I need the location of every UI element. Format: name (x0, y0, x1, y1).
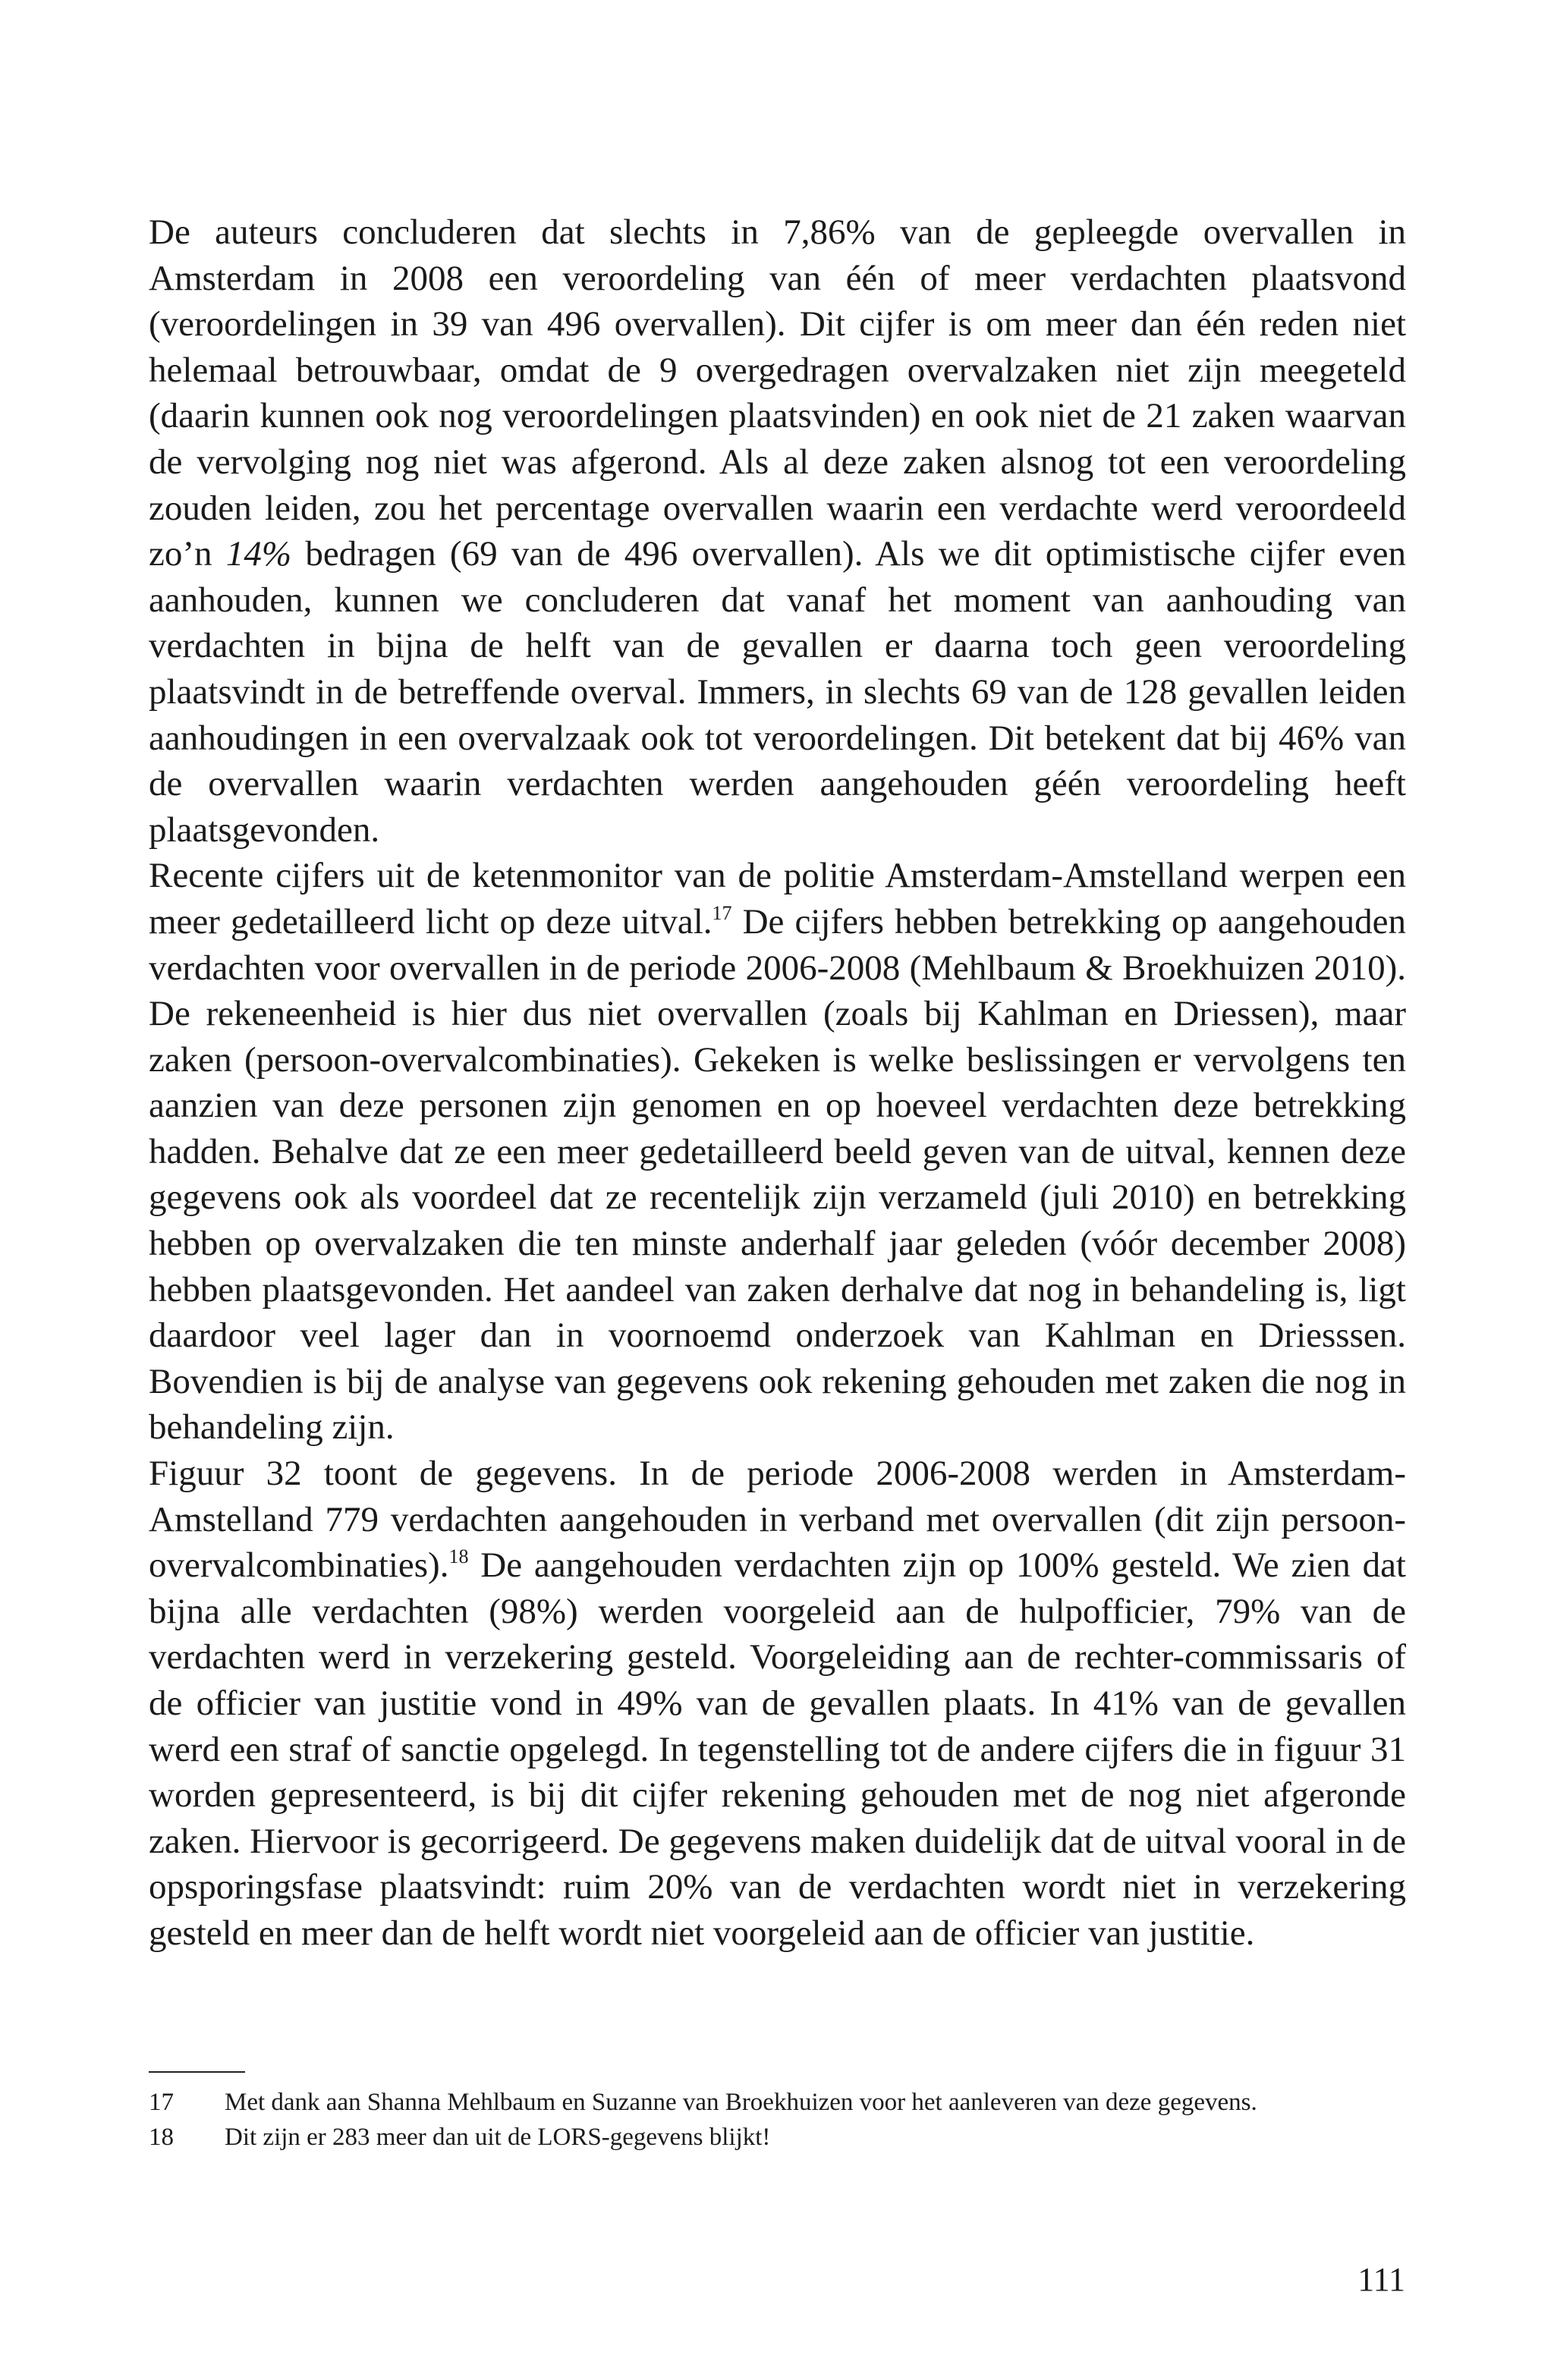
paragraph-1-text-b: bedragen (69 van de 496 overvallen). Als we dit optimistische cijfer even aanhouden, kunnen we concluderen dat vanaf het moment van aanhouding van verdachten in bijna de helft van de gevallen er daarna toch geen veroordeling plaatsvindt in de betreffende overval. Immers, in slechts 69 van de 128 gevallen leiden aanhoudingen in een overvalzaak ook tot veroordelingen. Dit betekent dat bij 46% van de overvallen waarin verdachten werden aangehouden géén veroordeling heeft plaatsgevonden. (149, 534, 1406, 850)
footnote-text: Met dank aan Shanna Mehlbaum en Suzanne van Broekhuizen voor het aanleveren van deze gegevens. (225, 2089, 1257, 2116)
paragraph-2 (149, 853, 1406, 1451)
footnote-ref-17[interactable]: 17 (712, 901, 732, 924)
footnotes (149, 2085, 1406, 2155)
footnote-number: 18 (149, 2124, 174, 2151)
paragraph-3-text-a: Figuur 32 toont de gegevens. In de periode 2006-2008 werden in Amsterdam-Amstelland 779 verdachten aangehouden in verband met overvallen (dit zijn persoonovervalcombinaties). (149, 1454, 1406, 1586)
footnote-17 (149, 2085, 1406, 2120)
paragraph-1-text-a: De auteurs concluderen dat slechts in 7,86% van de gepleegde overvallen in Amsterdam in 2008 een veroordeling van één of meer verdachten plaatsvond (veroordelingen in 39 van 496 overvallen). Dit cijfer is om meer dan één reden niet helemaal betrouwbaar, omdat de 9 overgedragen overvalzaken niet zijn meegeteld (daarin kunnen ook nog veroordelingen plaatsvinden) en ook niet de 21 zaken waarvan de vervolging nog niet was afgerond. Als al deze zaken alsnog tot een veroordeling zouden leiden, zou het percentage overvallen waarin een verdachte werd veroordeeld zo’n (149, 212, 1406, 574)
paragraph-2-text-a: Recente cijfers uit de ketenmonitor van de politie Amsterdam-Amstelland werpen een meer gedetailleerd licht op deze uitval. (149, 856, 1406, 942)
footnote-text: Dit zijn er 283 meer dan uit de LORS-gegevens blijkt! (225, 2124, 771, 2151)
paragraph-3-text-b: De aangehouden verdachten zijn op 100% gesteld. We zien dat bijna alle verdachten (98%) werden voorgeleid aan de hulpofficier, 79% van de verdachten werd in verzekering gesteld. Voorgeleiding aan de rechter-commissaris of de officier van justitie vond in 49% van de gevallen plaats. In 41% van de gevallen werd een straf of sanctie opgelegd. In tegenstelling tot de andere cijfers die in figuur 31 worden gepresenteerd, is bij dit cijfer rekening gehouden met de nog niet afgeronde zaken. Hiervoor is gecorrigeerd. De gegevens maken duidelijk dat de uitval vooral in de opsporingsfase plaatsvindt: ruim 20% van de verdachten wordt niet in verzekering gesteld en meer dan de helft wordt niet voorgeleid aan de officier van justitie. (149, 1545, 1406, 1953)
footnote-divider (149, 2071, 245, 2073)
paragraph-1 (149, 209, 1406, 853)
footnote-18 (149, 2120, 1406, 2155)
italic-percentage: 14% (225, 534, 292, 574)
footnote-ref-18[interactable]: 18 (448, 1545, 469, 1568)
body-text (149, 209, 1406, 1957)
paragraph-2-text-b: De cijfers hebben betrekking op aangehouden verdachten voor overvallen in de periode 2006-2008 (Mehlbaum & Broekhuizen 2010). De rekeneenheid is hier dus niet overvallen (zoals bij Kahlman en Driessen), maar zaken (persoon-overvalcombinaties). Gekeken is welke beslissingen er vervolgens ten aanzien van deze personen zijn genomen en op hoeveel verdachten deze betrekking hadden. Behalve dat ze een meer gedetailleerd beeld geven van de uitval, kennen deze gegevens ook als voordeel dat ze recentelijk zijn verzameld (juli 2010) en betrekking hebben op overvalzaken die ten minste anderhalf jaar geleden (vóór december 2008) hebben plaatsgevonden. Het aandeel van zaken derhalve dat nog in behandeling is, ligt daardoor veel lager dan in voornoemd onderzoek van Kahlman en Driesssen. Bovendien is bij de analyse van gegevens ook rekening gehouden met zaken die nog in behandeling zijn. (149, 901, 1406, 1448)
footnote-number: 17 (149, 2089, 174, 2116)
paragraph-3 (149, 1451, 1406, 1957)
page-number: 111 (1357, 2261, 1405, 2298)
